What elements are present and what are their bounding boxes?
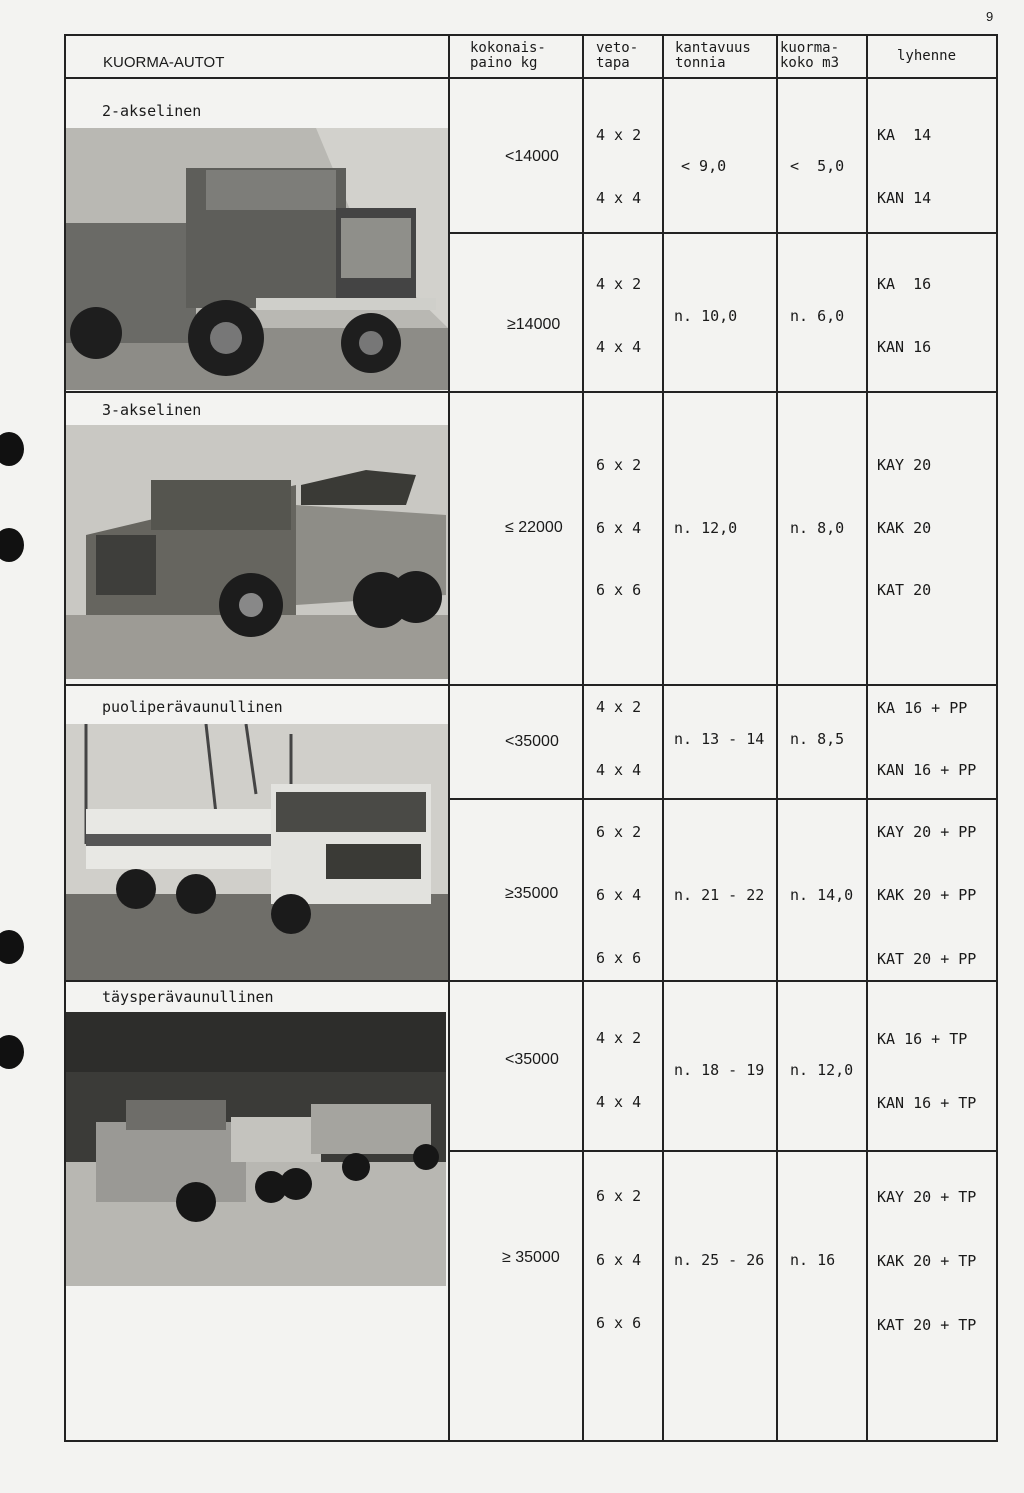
drive-cell: 4 x 2 [596, 126, 642, 144]
capacity-cell: n. 18 - 19 [674, 1061, 765, 1079]
drive-cell: 6 x 2 [596, 456, 642, 474]
drive-cell: 6 x 6 [596, 949, 642, 967]
abbreviation-cell: KAT 20 [877, 581, 932, 599]
drive-cell: 6 x 2 [596, 1187, 642, 1205]
abbreviation-cell: KAY 20 + PP [877, 823, 977, 841]
volume-cell: n. 6,0 [790, 307, 845, 325]
weight-cell: <35000 [505, 1051, 559, 1068]
abbreviation-cell: KA 16 [877, 275, 932, 293]
two-axle-truck-photo [66, 128, 448, 390]
column-header-capacity: kantavuus tonnia [675, 40, 751, 71]
page-number: 9 [986, 9, 994, 24]
table-title: KUORMA-AUTOT [103, 54, 225, 71]
abbreviation-cell: KAY 20 [877, 456, 932, 474]
abbreviation-cell: KAN 14 [877, 189, 932, 207]
drive-cell: 6 x 6 [596, 581, 642, 599]
drive-cell: 6 x 4 [596, 1251, 642, 1269]
capacity-cell: n. 12,0 [674, 519, 738, 537]
semi-trailer-truck-photo [66, 724, 448, 980]
volume-cell: n. 14,0 [790, 886, 854, 904]
binder-hole [0, 528, 24, 562]
weight-cell: <35000 [505, 733, 559, 750]
capacity-cell: n. 21 - 22 [674, 886, 765, 904]
column-header-drive: veto- tapa [596, 40, 639, 71]
volume-cell: n. 8,0 [790, 519, 845, 537]
drive-cell: 4 x 2 [596, 275, 642, 293]
weight-cell: ≥14000 [507, 316, 561, 333]
capacity-cell: < 9,0 [681, 157, 727, 175]
binder-hole [0, 1035, 24, 1069]
drive-cell: 6 x 4 [596, 886, 642, 904]
volume-cell: < 5,0 [790, 157, 845, 175]
three-axle-truck-photo [66, 425, 448, 679]
abbreviation-cell: KA 16 + PP [877, 699, 968, 717]
abbreviation-cell: KAY 20 + TP [877, 1188, 977, 1206]
binder-hole [0, 432, 24, 466]
abbreviation-cell: KA 16 + TP [877, 1030, 968, 1048]
column-header-weight: kokonais- paino kg [470, 40, 546, 71]
volume-cell: n. 16 [790, 1251, 836, 1269]
drive-cell: 4 x 4 [596, 1093, 642, 1111]
weight-cell: ≥ 35000 [502, 1249, 560, 1266]
weight-cell: <14000 [505, 148, 559, 165]
section-label-semi-trailer: puoliperävaunullinen [102, 698, 283, 716]
abbreviation-cell: KAK 20 + TP [877, 1252, 977, 1270]
drive-cell: 6 x 6 [596, 1314, 642, 1332]
section-label-three-axle: 3-akselinen [102, 401, 202, 419]
abbreviation-cell: KAT 20 + TP [877, 1316, 977, 1334]
weight-cell: ≤ 22000 [505, 519, 563, 536]
drive-cell: 6 x 4 [596, 519, 642, 537]
drive-cell: 4 x 2 [596, 698, 642, 716]
drive-cell: 4 x 4 [596, 338, 642, 356]
capacity-cell: n. 13 - 14 [674, 730, 765, 748]
abbreviation-cell: KAK 20 + PP [877, 886, 977, 904]
section-label-full-trailer: täysperävaunullinen [102, 988, 274, 1006]
drive-cell: 6 x 2 [596, 823, 642, 841]
capacity-cell: n. 10,0 [674, 307, 738, 325]
binder-hole [0, 930, 24, 964]
volume-cell: n. 12,0 [790, 1061, 854, 1079]
section-label-two-axle: 2-akselinen [102, 102, 202, 120]
abbreviation-cell: KAN 16 [877, 338, 932, 356]
abbreviation-cell: KAK 20 [877, 519, 932, 537]
column-header-volume: kuorma- koko m3 [780, 40, 840, 71]
drive-cell: 4 x 4 [596, 189, 642, 207]
abbreviation-cell: KAN 16 + TP [877, 1094, 977, 1112]
column-header-abbreviation: lyhenne [897, 48, 957, 64]
abbreviation-cell: KAT 20 + PP [877, 950, 977, 968]
weight-cell: ≥35000 [505, 885, 559, 902]
drive-cell: 4 x 4 [596, 761, 642, 779]
capacity-cell: n. 25 - 26 [674, 1251, 765, 1269]
volume-cell: n. 8,5 [790, 730, 845, 748]
abbreviation-cell: KA 14 [877, 126, 932, 144]
abbreviation-cell: KAN 16 + PP [877, 761, 977, 779]
full-trailer-truck-photo [66, 1012, 446, 1286]
drive-cell: 4 x 2 [596, 1029, 642, 1047]
